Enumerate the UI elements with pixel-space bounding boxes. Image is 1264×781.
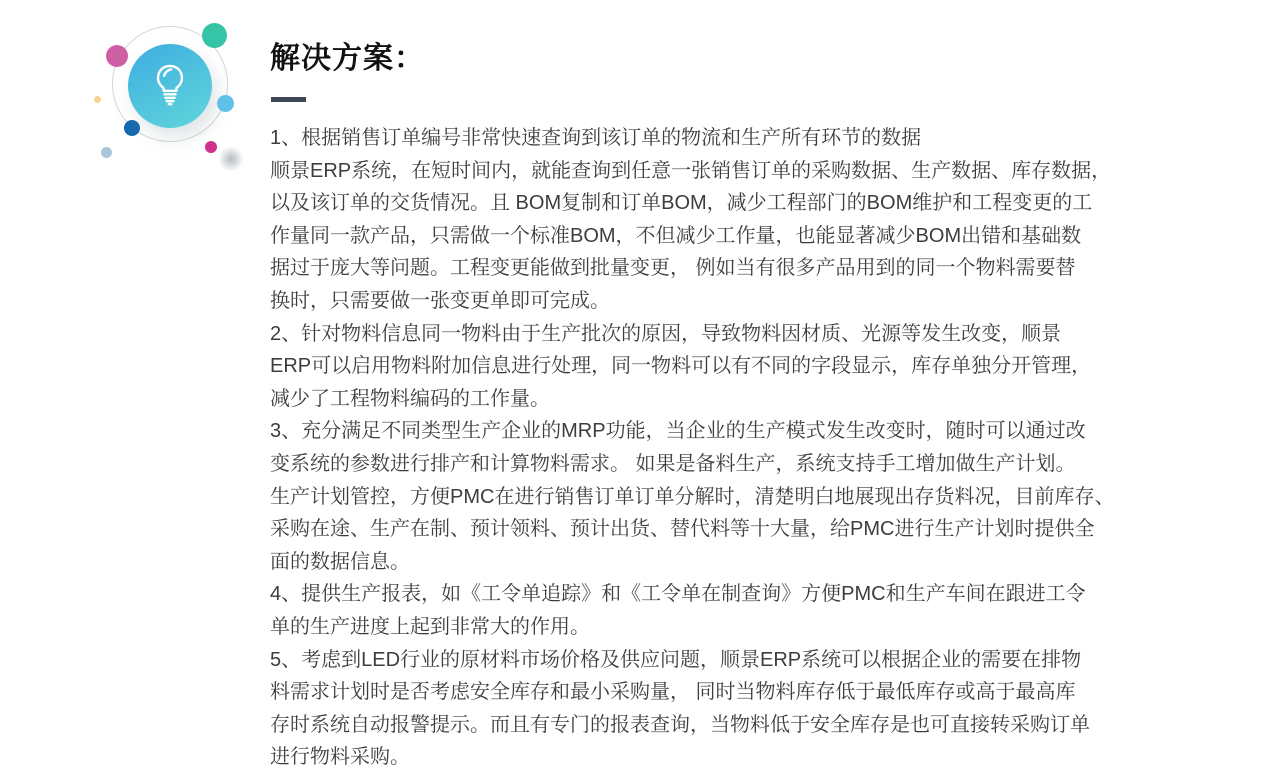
magenta-dot xyxy=(205,141,217,153)
page-title: 解决方案： xyxy=(270,42,425,75)
text-line: 变系统的参数进行排产和计算物料需求。 如果是备料生产，系统支持手工增加做生产计划。 xyxy=(270,452,1076,475)
text-line: 3、充分满足不同类型生产企业的MRP功能，当企业的生产模式发生改变时，随时可以通过改 xyxy=(270,420,1086,443)
text-line: 减少了工程物料编码的工作量。 xyxy=(270,387,550,410)
text-line: 以及该订单的交货情况。且 BOM复制和订单BOM，减少工程部门的BOM维护和工程变更的工 xyxy=(270,192,1093,215)
text-line: 采购在途、生产在制、预计领料、预计出货、替代料等十大量，给PMC进行生产计划时提供全 xyxy=(270,518,1095,541)
yellow-dot xyxy=(94,96,101,103)
shadow-blob xyxy=(218,146,244,172)
text-line: 顺景ERP系统，在短时间内，就能查询到任意一张销售订单的采购数据、生产数据、库存数据， xyxy=(270,159,1112,182)
title-underline xyxy=(271,97,306,102)
text-line: 面的数据信息。 xyxy=(270,550,410,573)
text-line: 4、提供生产报表，如《工令单追踪》和《工令单在制查询》方便PMC和生产车间在跟进工令 xyxy=(270,583,1086,606)
lightbulb-graphic xyxy=(85,8,250,180)
solution-text xyxy=(270,122,1215,774)
lightbulb-icon xyxy=(145,60,195,112)
text-line: 单的生产进度上起到非常大的作用。 xyxy=(270,615,590,638)
paragraph xyxy=(270,578,1215,643)
text-line: 作量同一款产品，只需做一个标准BOM，不但减少工作量，也能显著减少BOM出错和基础数 xyxy=(270,224,1082,247)
paragraph xyxy=(270,318,1215,416)
text-line: 存时系统自动报警提示。而且有专门的报表查询，当物料低于安全库存是也可直接转采购订单 xyxy=(270,713,1090,736)
pink-dot xyxy=(106,45,128,67)
paragraph xyxy=(270,415,1215,578)
paragraph xyxy=(270,644,1215,774)
text-line: 5、考虑到LED行业的原材料市场价格及供应问题，顺景ERP系统可以根据企业的需要在排物 xyxy=(270,648,1082,671)
text-line: ERP可以启用物料附加信息进行处理，同一物料可以有不同的字段显示，库存单独分开管理， xyxy=(270,355,1092,378)
sky-blue-dot xyxy=(217,95,234,112)
teal-dot xyxy=(202,23,227,48)
paragraph xyxy=(270,122,1215,318)
text-line: 料需求计划时是否考虑安全库存和最小采购量， 同时当物料库存低于最低库存或高于最高库 xyxy=(270,681,1076,704)
text-line: 换时，只需要做一张变更单即可完成。 xyxy=(270,289,610,312)
lightbulb-badge xyxy=(128,44,212,128)
text-line: 2、针对物料信息同一物料由于生产批次的原因，导致物料因材质、光源等发生改变，顺景 xyxy=(270,322,1062,345)
text-line: 1、根据销售订单编号非常快速查询到该订单的物流和生产所有环节的数据 xyxy=(270,127,922,149)
steel-blue-dot xyxy=(101,147,112,158)
text-line: 据过于庞大等问题。工程变更能做到批量变更， 例如当有很多产品用到的同一个物料需要替 xyxy=(270,257,1076,280)
dark-blue-dot xyxy=(124,120,140,136)
text-line: 生产计划管控，方便PMC在进行销售订单订单分解时，清楚明白地展现出存货料况，目前库存、 xyxy=(270,485,1115,508)
text-line: 进行物料采购。 xyxy=(270,746,410,769)
